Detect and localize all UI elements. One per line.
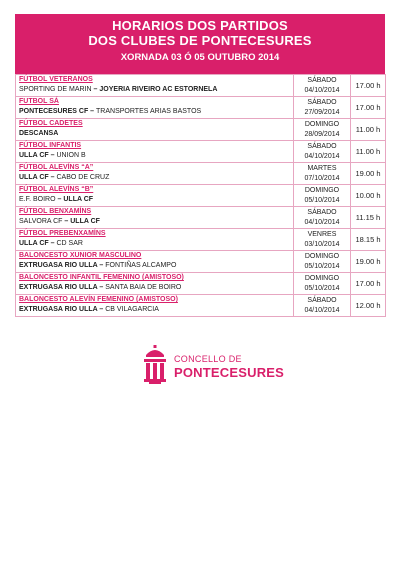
home-team: SALVORA CF (19, 218, 63, 225)
match-teams (19, 151, 293, 161)
team-separator: – (48, 152, 57, 159)
match-cell (16, 185, 294, 207)
match-row (16, 251, 386, 273)
match-teams (19, 217, 293, 227)
match-cell (16, 75, 294, 97)
match-date-cell (294, 119, 351, 141)
match-row (16, 97, 386, 119)
match-category: FÚTBOL BENXAMÍNS (19, 208, 92, 215)
home-team: E.F. BOIRO (19, 196, 56, 203)
match-time: 12.00 h (351, 295, 386, 317)
team-separator: – (97, 284, 106, 291)
match-cell (16, 163, 294, 185)
match-category: BALONCESTO ALEVÍN FEMENINO (AMISTOSO) (19, 296, 178, 303)
header-round: XORNADA 03 Ó 05 OUTUBRO 2014 (120, 52, 280, 63)
match-time: 17.00 h (351, 97, 386, 119)
match-day: MARTES (307, 165, 337, 172)
match-row (16, 163, 386, 185)
match-day: SÁBADO (307, 143, 337, 150)
match-cell (16, 119, 294, 141)
match-day: SÁBADO (307, 297, 337, 304)
match-teams (19, 173, 293, 183)
match-date: 03/10/2014 (304, 241, 340, 248)
match-date-cell (294, 163, 351, 185)
match-teams (19, 261, 293, 271)
match-date-cell (294, 185, 351, 207)
match-row (16, 229, 386, 251)
match-date: 04/10/2014 (304, 87, 340, 94)
match-teams (19, 129, 293, 139)
home-team: EXTRUGASA RIO ULLA (19, 262, 98, 269)
match-cell (16, 273, 294, 295)
away-team: SANTA BAIA DE BOIRO (105, 284, 182, 291)
match-category: BALONCESTO XUNIOR MASCULINO (19, 252, 142, 259)
away-team: CB VILAGARCIA (105, 306, 159, 313)
match-time: 11.15 h (351, 207, 386, 229)
team-separator: – (55, 196, 64, 203)
match-teams (19, 283, 293, 293)
concello-logo (140, 345, 285, 385)
match-row (16, 273, 386, 295)
away-team: JOYERIA RIVEIRO AC ESTORNELA (99, 86, 218, 93)
match-row (16, 295, 386, 317)
match-day: DOMINGO (304, 187, 340, 194)
match-time: 19.00 h (351, 251, 386, 273)
match-date: 04/10/2014 (304, 307, 340, 314)
match-date-cell (294, 141, 351, 163)
match-cell (16, 141, 294, 163)
team-separator: – (62, 218, 71, 225)
home-team: EXTRUGASA RIO ULLA (19, 306, 98, 313)
match-date: 04/10/2014 (304, 153, 340, 160)
team-separator: – (91, 86, 100, 93)
match-day: DOMINGO (304, 253, 340, 260)
match-row (16, 185, 386, 207)
away-team: UNION B (56, 152, 86, 159)
team-separator: – (88, 108, 97, 115)
away-team: TRANSPORTES ARIAS BASTOS (96, 108, 202, 115)
match-cell (16, 229, 294, 251)
home-team: ULLA CF (19, 240, 49, 247)
match-date-cell (294, 229, 351, 251)
header-title-line1: HORARIOS DOS PARTIDOS (112, 18, 288, 33)
page-header (15, 14, 385, 74)
team-separator: – (97, 262, 106, 269)
header-title-line2: DOS CLUBES DE PONTECESURES (88, 33, 312, 48)
team-separator: – (48, 174, 57, 181)
match-cell (16, 251, 294, 273)
team-separator: – (48, 240, 57, 247)
schedule-table (15, 74, 386, 317)
match-date: 04/10/2014 (304, 219, 340, 226)
match-day: SÁBADO (307, 99, 337, 106)
match-category: FUTBOL SÁ (19, 98, 59, 105)
match-date-cell (294, 207, 351, 229)
match-time: 11.00 h (351, 119, 386, 141)
match-day: DOMINGO (304, 121, 340, 128)
match-day: SÁBADO (307, 209, 337, 216)
match-date-cell (294, 97, 351, 119)
home-team: SPORTING DE MARIN (19, 86, 92, 93)
home-team: PONTECESURES CF (19, 108, 89, 115)
logo-line2: PONTECESURES (174, 365, 285, 380)
match-day: SÁBADO (307, 77, 337, 84)
match-row (16, 141, 386, 163)
logo-line1: CONCELLO DE (174, 354, 242, 364)
match-time: 19.00 h (351, 163, 386, 185)
match-teams (19, 85, 293, 95)
match-row (16, 207, 386, 229)
match-date-cell (294, 273, 351, 295)
match-date: 05/10/2014 (304, 285, 340, 292)
match-time: 10.00 h (351, 185, 386, 207)
schedule-body (16, 75, 386, 317)
match-category: FÚTBOL CADETES (19, 120, 83, 127)
match-teams (19, 195, 293, 205)
match-date-cell (294, 295, 351, 317)
match-category: FÚTBOL INFANTIS (19, 142, 82, 149)
match-cell (16, 207, 294, 229)
match-time: 17.00 h (351, 273, 386, 295)
team-separator: – (97, 306, 106, 313)
match-category: FÚTBOL ALEVÍNS “B” (19, 186, 94, 193)
match-date: 07/10/2014 (304, 175, 340, 182)
away-team: FONTIÑAS ALCAMPO (105, 262, 177, 269)
away-team: CABO DE CRUZ (56, 174, 110, 181)
coat-of-arms-icon (140, 345, 170, 385)
match-category: FÚTBOL PREBENXAMÍNS (19, 230, 106, 237)
away-team: CD SAR (56, 240, 83, 247)
match-time: 17.00 h (351, 75, 386, 97)
match-date: 27/09/2014 (304, 109, 340, 116)
match-category: FÚTBOL VETERANOS (19, 76, 93, 83)
match-category: BALONCESTO INFANTIL FEMENINO (AMISTOSO) (19, 274, 184, 281)
match-cell (16, 295, 294, 317)
home-team: ULLA CF (19, 152, 49, 159)
match-cell (16, 97, 294, 119)
away-team: ULLA CF (70, 218, 100, 225)
match-time: 11.00 h (351, 141, 386, 163)
match-date: 05/10/2014 (304, 197, 340, 204)
match-date: 28/09/2014 (304, 131, 340, 138)
home-team: ULLA CF (19, 174, 49, 181)
match-category: FÚTBOL ALEVÍNS “A” (19, 164, 94, 171)
home-team: DESCANSA (19, 130, 59, 137)
match-teams (19, 107, 293, 117)
home-team: EXTRUGASA RIO ULLA (19, 284, 98, 291)
match-date: 05/10/2014 (304, 263, 340, 270)
match-date-cell (294, 75, 351, 97)
match-row (16, 75, 386, 97)
match-day: DOMINGO (304, 275, 340, 282)
match-date-cell (294, 251, 351, 273)
away-team: ULLA CF (63, 196, 94, 203)
match-teams (19, 305, 293, 315)
match-teams (19, 239, 293, 249)
match-time: 18.15 h (351, 229, 386, 251)
match-day: VENRES (307, 231, 337, 238)
match-row (16, 119, 386, 141)
